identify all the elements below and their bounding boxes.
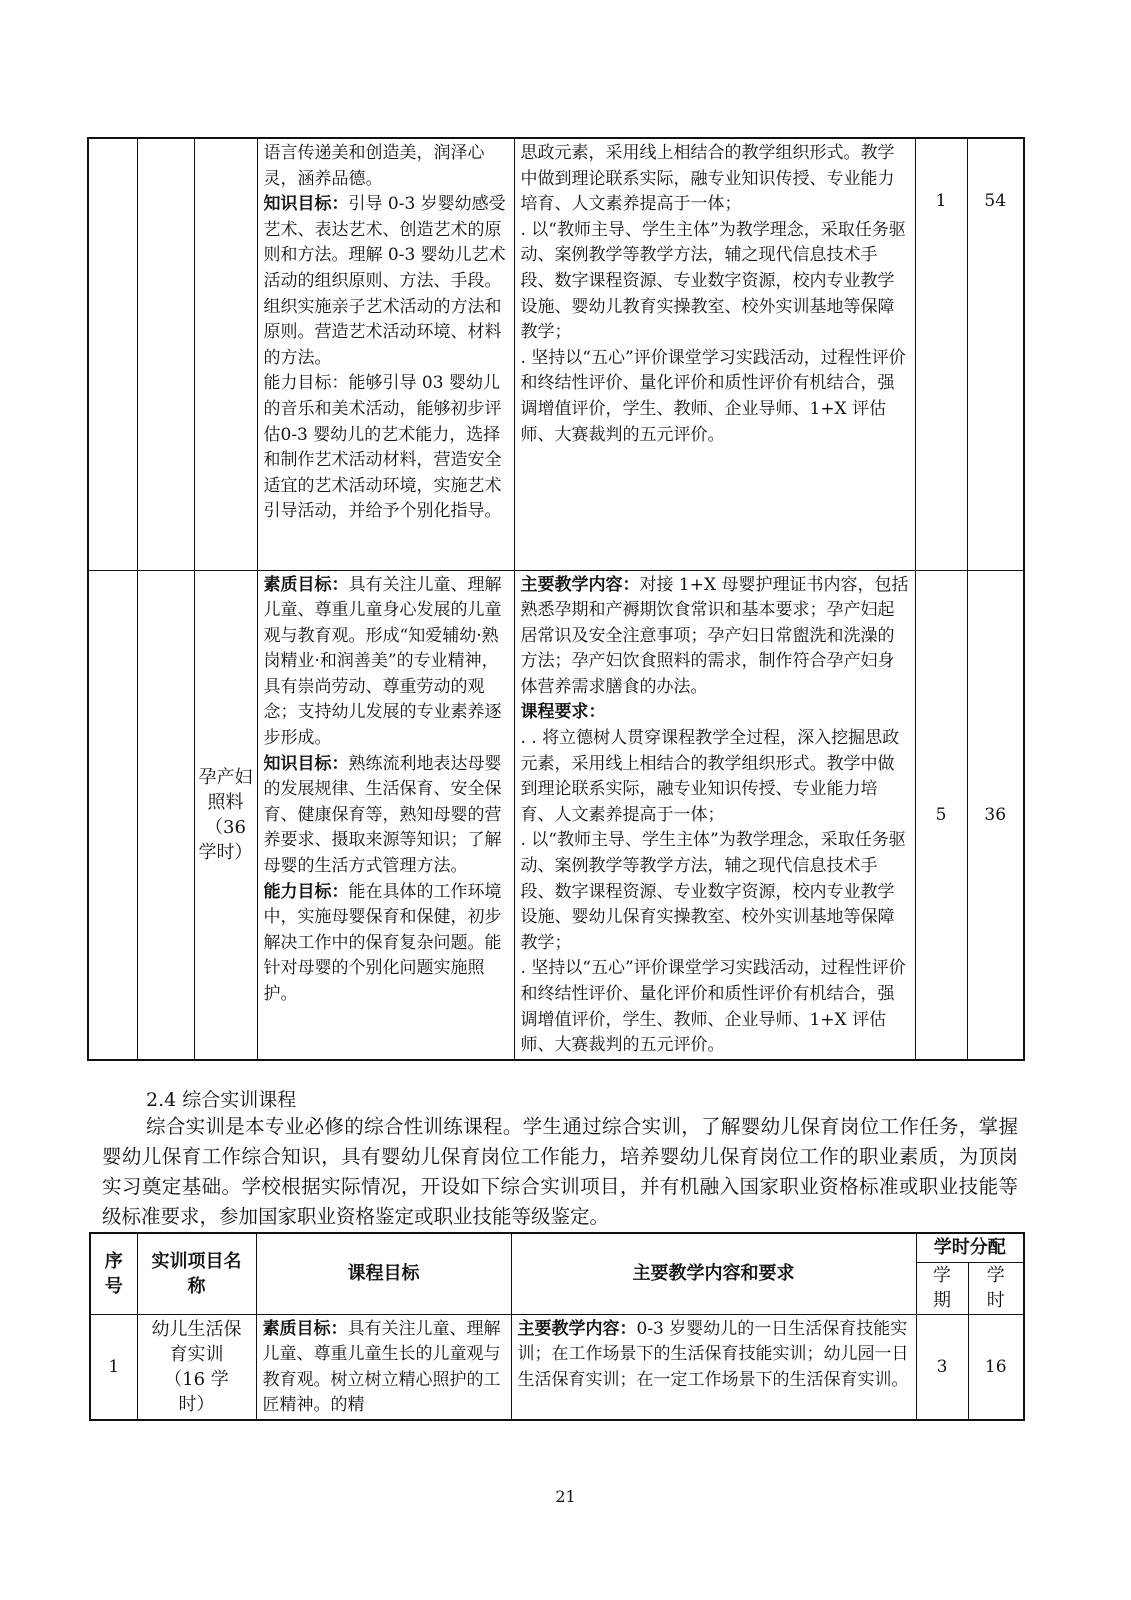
content-para: . 以“教师主导、学生主体”为教学理念，采取任务驱动、案例教学等教学方法，辅之现代信息技术手段、数字课程资源、专业数字资源，校内专业教学设施、婴幼儿保育实操教室、校外实训基地等保障教学； xyxy=(520,830,906,953)
empty-cell xyxy=(194,138,257,570)
course-goals-cell xyxy=(257,138,514,570)
course-content-cell xyxy=(514,570,915,1060)
header-row xyxy=(90,1233,1024,1262)
quality-label: 素质目标： xyxy=(262,1318,348,1339)
section-title: 2.4 综合实训课程 xyxy=(146,1089,297,1111)
header-index: 序号 xyxy=(90,1233,137,1314)
ability-text: 能在具体的工作环境中，实施母婴保育和保健，初步解决工作中的保育复杂问题。能针对母婴的个别化问题实施照护。 xyxy=(263,881,502,1004)
quality-text: 具有关注儿童、理解儿童、尊重儿童身心发展的儿童观与教育观。形成“知爱辅幼·熟岗精业·和润善美”的专业精神，具有崇尚劳动、尊重劳动的观念；支持幼儿发展的专业素养逐步形成。 xyxy=(263,574,502,749)
knowledge-text: 熟练流利地表达母婴的发展规律、生活保育、安全保育、健康保育等，熟知母婴的营养要求、摄取来源等知识；了解母婴的生活方式管理方法。 xyxy=(263,753,502,877)
row-index: 1 xyxy=(90,1314,137,1420)
empty-cell xyxy=(88,138,137,570)
quality-text: 具有关注儿童、理解儿童、尊重儿童生长的儿童观与教育观。树立树立精心照护的工匠精神。的精 xyxy=(262,1318,501,1416)
course-content-cell xyxy=(514,138,915,570)
hours-cell: 16 xyxy=(968,1314,1024,1420)
header-hours-allocation: 学时分配 xyxy=(916,1233,1024,1262)
content-para: 思政元素，采用线上相结合的教学组织形式。教学中做到理论联系实际，融专业知识传授、专业能力培育、人文素养提高于一体； xyxy=(520,143,895,215)
semester-cell: 1 xyxy=(915,138,967,570)
course-content-cell xyxy=(511,1314,916,1420)
requirements-label: 课程要求： xyxy=(520,702,606,723)
knowledge-label: 知识目标： xyxy=(263,753,349,774)
header-content: 主要教学内容和要求 xyxy=(511,1233,916,1314)
main-content-label: 主要教学内容： xyxy=(517,1318,637,1339)
empty-cell xyxy=(88,570,137,1060)
content-para: . . 将立德树人贯穿课程教学全过程，深入挖掘思政元素，采用线上相结合的教学组织形式。教学中做到理论联系实际，融专业知识传授、专业能力培育、人文素养提高于一体； xyxy=(520,728,900,825)
semester-cell: 3 xyxy=(916,1314,968,1420)
empty-cell xyxy=(137,570,194,1060)
empty-cell xyxy=(137,138,194,570)
course-goals-cell xyxy=(257,570,514,1060)
main-content-text: 对接 1+X 母婴护理证书内容，包括熟悉孕期和产褥期饮食常识和基本要求；孕产妇起居常识及安全注意事项；孕产妇日常盥洗和洗澡的方法；孕产妇饮食照料的需求，制作符合孕产妇身体营养需求膳食的办法。 xyxy=(520,574,909,697)
knowledge-text: 引导 0-3 岁婴幼感受艺术、表达艺术、创造艺术的原则和方法。理解 0-3 婴幼儿艺术活动的组织原则、方法、手段。组织实施亲子艺术活动的方法和原则。营造艺术活动环境、材料的方法。 xyxy=(263,194,506,368)
ability-label: 能力目标： xyxy=(263,373,349,394)
goals-intro: 语言传递美和创造美，润泽心灵，涵养品德。 xyxy=(263,143,485,189)
knowledge-label: 知识目标： xyxy=(263,194,349,215)
content-para: . 坚持以“五心”评价课堂学习实践活动，过程性评价和终结性评价、量化评价和质性评价有机结合，强调增值评价，学生、教师、企业导师、1+X 评估师、大赛裁判的五元评价。 xyxy=(520,958,906,1056)
training-name-cell: 幼儿生活保育实训（16 学时） xyxy=(137,1314,256,1420)
course-name-cell: 孕产妇照料（36学时） xyxy=(194,570,257,1060)
hours-cell: 54 xyxy=(967,138,1024,570)
header-hours: 学时 xyxy=(968,1262,1024,1314)
training-table xyxy=(89,1232,1025,1421)
table-row xyxy=(88,138,1024,570)
table-row xyxy=(88,570,1024,1060)
main-content-text: 0-3 岁婴幼儿的一日生活保育技能实训；在工作场景下的生活保育技能实训；幼儿园一日生活保育实训；在一定工作场景下的生活保育实训。 xyxy=(517,1318,909,1390)
header-semester: 学期 xyxy=(916,1262,968,1314)
content-para: . 坚持以“五心”评价课堂学习实践活动，过程性评价和终结性评价、量化评价和质性评价有机结合，强调增值评价，学生、教师、企业导师、1+X 评估师、大赛裁判的五元评价。 xyxy=(520,347,906,445)
page-number: 21 xyxy=(555,1487,576,1506)
ability-text: 能够引导 03 婴幼儿的音乐和美术活动，能够初步评估0-3 婴幼儿的艺术能力，选择和制作艺术活动材料，营造安全适宜的艺术活动环境，实施艺术引导活动，并给予个别化指导。 xyxy=(263,373,502,522)
quality-label: 素质目标： xyxy=(263,574,349,595)
header-goals: 课程目标 xyxy=(256,1233,511,1314)
course-goals-cell xyxy=(256,1314,511,1420)
hours-cell: 36 xyxy=(967,570,1024,1060)
content-para: . 以“教师主导、学生主体”为教学理念，采取任务驱动、案例教学等教学方法，辅之现代信息技术手段、数字课程资源、专业数字资源，校内专业教学设施、婴幼儿教育实操教室、校外实训基地等保障教学； xyxy=(520,219,906,343)
main-content-label: 主要教学内容： xyxy=(520,574,640,595)
section-paragraph: 综合实训是本专业必修的综合性训练课程。学生通过综合实训，了解婴幼儿保育岗位工作任务，掌握婴幼儿保育工作综合知识，具有婴幼儿保育岗位工作能力，培养婴幼儿保育岗位工作的职业素质，为顶岗实习奠定基础。学校根据实际情况，开设如下综合实训项目，并有机融入国家职业资格标准或职业技能等级标准要求，参加国家职业资格鉴定或职业技能等级鉴定。 xyxy=(102,1115,1018,1228)
course-table-continued xyxy=(87,137,1025,1061)
semester-cell: 5 xyxy=(915,570,967,1060)
table-row xyxy=(90,1314,1024,1420)
header-name: 实训项目名称 xyxy=(137,1233,256,1314)
ability-label: 能力目标： xyxy=(263,881,349,902)
